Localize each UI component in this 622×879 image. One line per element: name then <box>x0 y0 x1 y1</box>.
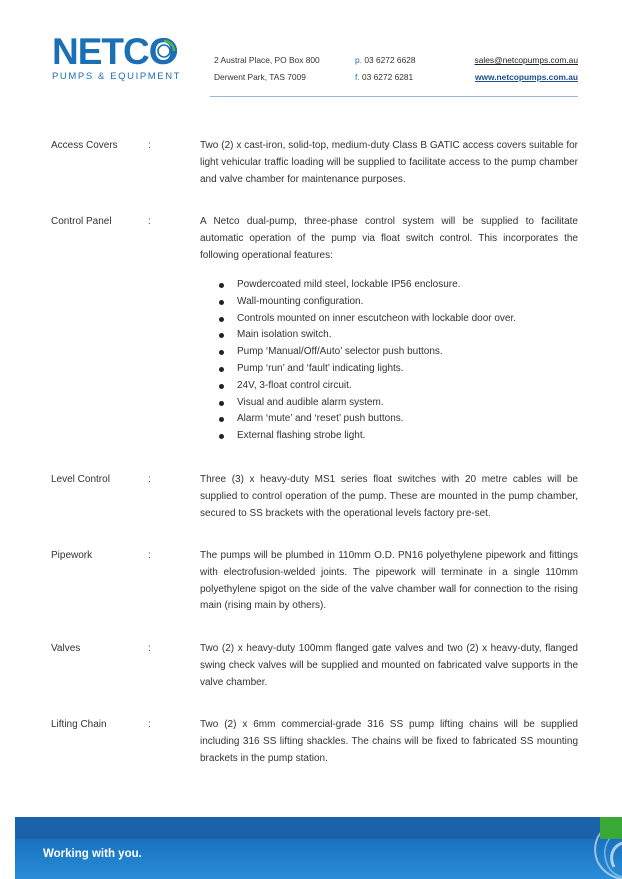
section-colon: : <box>148 719 151 730</box>
phone-prefix: p. <box>355 55 362 65</box>
list-item: Pump ‘Manual/Off/Auto’ selector push buttons. <box>51 344 516 361</box>
section-text: A Netco dual-pump, three-phase control system will be supplied to facilitate automatic operation of the pump via float switch control. This incorporates the following operational features: <box>200 216 578 261</box>
address-line-1: 2 Austral Place, PO Box 800 <box>214 55 320 65</box>
list-item: Wall-mounting configuration. <box>51 294 516 311</box>
section-text: Two (2) x 6mm commercial-grade 316 SS pump lifting chains will be supplied including 316 SS lifting shackles. The chains will be fixed to fabricated SS mounting brackets in the pump station. <box>200 719 578 764</box>
list-item: 24V, 3-float control circuit. <box>51 378 516 395</box>
list-item: Main isolation switch. <box>51 327 516 344</box>
section-label: Valves <box>51 643 81 654</box>
header-divider <box>210 96 578 97</box>
section-label: Control Panel <box>51 216 112 227</box>
logo-subtitle: PUMPS & EQUIPMENT <box>52 71 182 82</box>
logo-swirl-icon <box>149 36 179 66</box>
fax-number: 03 6272 6281 <box>361 72 414 82</box>
list-item: Alarm ‘mute’ and ‘reset’ push buttons. <box>51 411 516 428</box>
section-label: Lifting Chain <box>51 719 107 730</box>
footer-banner <box>15 817 622 879</box>
company-logo <box>52 31 182 82</box>
section-text: Two (2) x heavy-duty 100mm flanged gate valves and two (2) x heavy-duty, flanged swing check valves will be supplied and mounted on fabricated valve supports in the valve chamber. <box>200 643 578 688</box>
section-text: Three (3) x heavy-duty MS1 series float switches with 20 metre cables will be supplied to control operation of the pump. These are mounted in the pump chamber, secured to SS brackets with the operational levels factory pre-set. <box>200 474 578 519</box>
list-item: Controls mounted on inner escutcheon with lockable door over. <box>51 311 516 328</box>
list-item: Visual and audible alarm system. <box>51 395 516 412</box>
website-link[interactable]: www.netcopumps.com.au <box>475 72 578 82</box>
section-colon: : <box>148 550 151 561</box>
section-label: Access Covers <box>51 140 118 151</box>
section-colon: : <box>148 474 151 485</box>
section-colon: : <box>148 643 151 654</box>
footer-tagline: Working with you. <box>43 848 142 860</box>
section-label: Level Control <box>51 474 110 485</box>
control-panel-features-list <box>51 277 516 445</box>
list-item: Pump ‘run’ and ‘fault’ indicating lights. <box>51 361 516 378</box>
address-line-2: Derwent Park, TAS 7009 <box>214 72 306 82</box>
footer-band <box>15 817 622 839</box>
section-text: The pumps will be plumbed in 110mm O.D. PN16 polyethylene pipework and fittings with electrofusion-welded joints. The pipework will terminate in a single 110mm polyethylene spigot on the side of the valve chamber wall for connection to the rising main (rising main by others). <box>200 550 578 612</box>
email-line <box>475 55 578 65</box>
email-link[interactable]: sales@netcopumps.com.au <box>474 55 578 65</box>
section-text: Two (2) x cast-iron, solid-top, medium-duty Class B GATIC access covers suitable for light vehicular traffic loading will be supplied to facilitate access to the pump chamber and valve chamber for maintenance purposes. <box>200 140 578 185</box>
phone-line <box>355 55 416 65</box>
footer-swirl-icon <box>562 817 622 879</box>
section-colon: : <box>148 140 151 151</box>
section-label: Pipework <box>51 550 93 561</box>
logo-wordmark: NETCO <box>52 31 177 72</box>
list-item: Powdercoated mild steel, lockable IP56 enclosure. <box>51 277 516 294</box>
fax-line <box>355 72 413 82</box>
fax-prefix: f. <box>355 72 360 82</box>
list-item: External flashing strobe light. <box>51 428 516 445</box>
website-line <box>475 72 578 82</box>
section-colon: : <box>148 216 151 227</box>
phone-number: 03 6272 6628 <box>364 55 416 65</box>
